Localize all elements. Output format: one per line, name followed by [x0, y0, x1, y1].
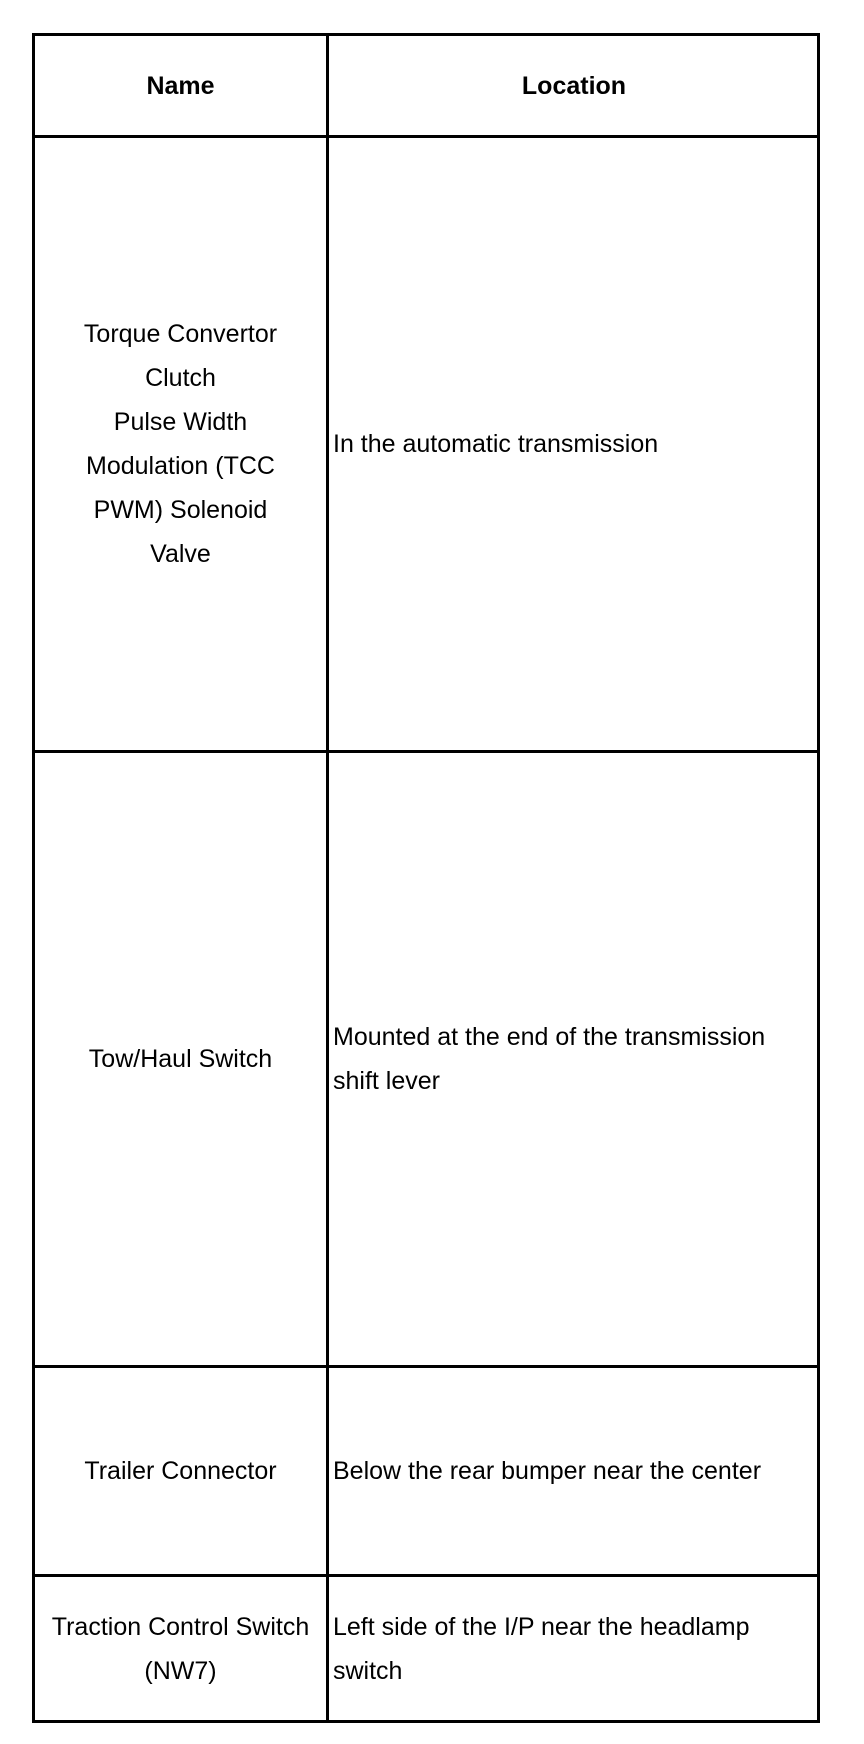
row-location: Left side of the I/P near the headlamp switch — [333, 1612, 750, 1685]
table-row — [35, 753, 817, 1368]
row-name: Tow/Haul Switch — [35, 753, 329, 1365]
component-location-table — [32, 33, 820, 1723]
row-location: Mounted at the end of the transmission shift lever — [333, 1023, 766, 1095]
row-location: In the automatic transmission — [333, 430, 659, 458]
header-location: Location — [521, 71, 627, 100]
table-row — [35, 138, 817, 753]
row-location: Below the rear bumper near the center — [333, 1457, 762, 1485]
row-name: Trailer Connector — [35, 1368, 329, 1574]
row-name: Torque Convertor Clutch Pulse Width Modulation (TCC PWM) Solenoid Valve — [35, 138, 329, 750]
header-name: Name — [35, 36, 329, 135]
row-name: Traction Control Switch (NW7) — [35, 1577, 329, 1720]
table-row — [35, 1577, 817, 1720]
table-header-row — [35, 36, 817, 138]
table-row — [35, 1368, 817, 1577]
